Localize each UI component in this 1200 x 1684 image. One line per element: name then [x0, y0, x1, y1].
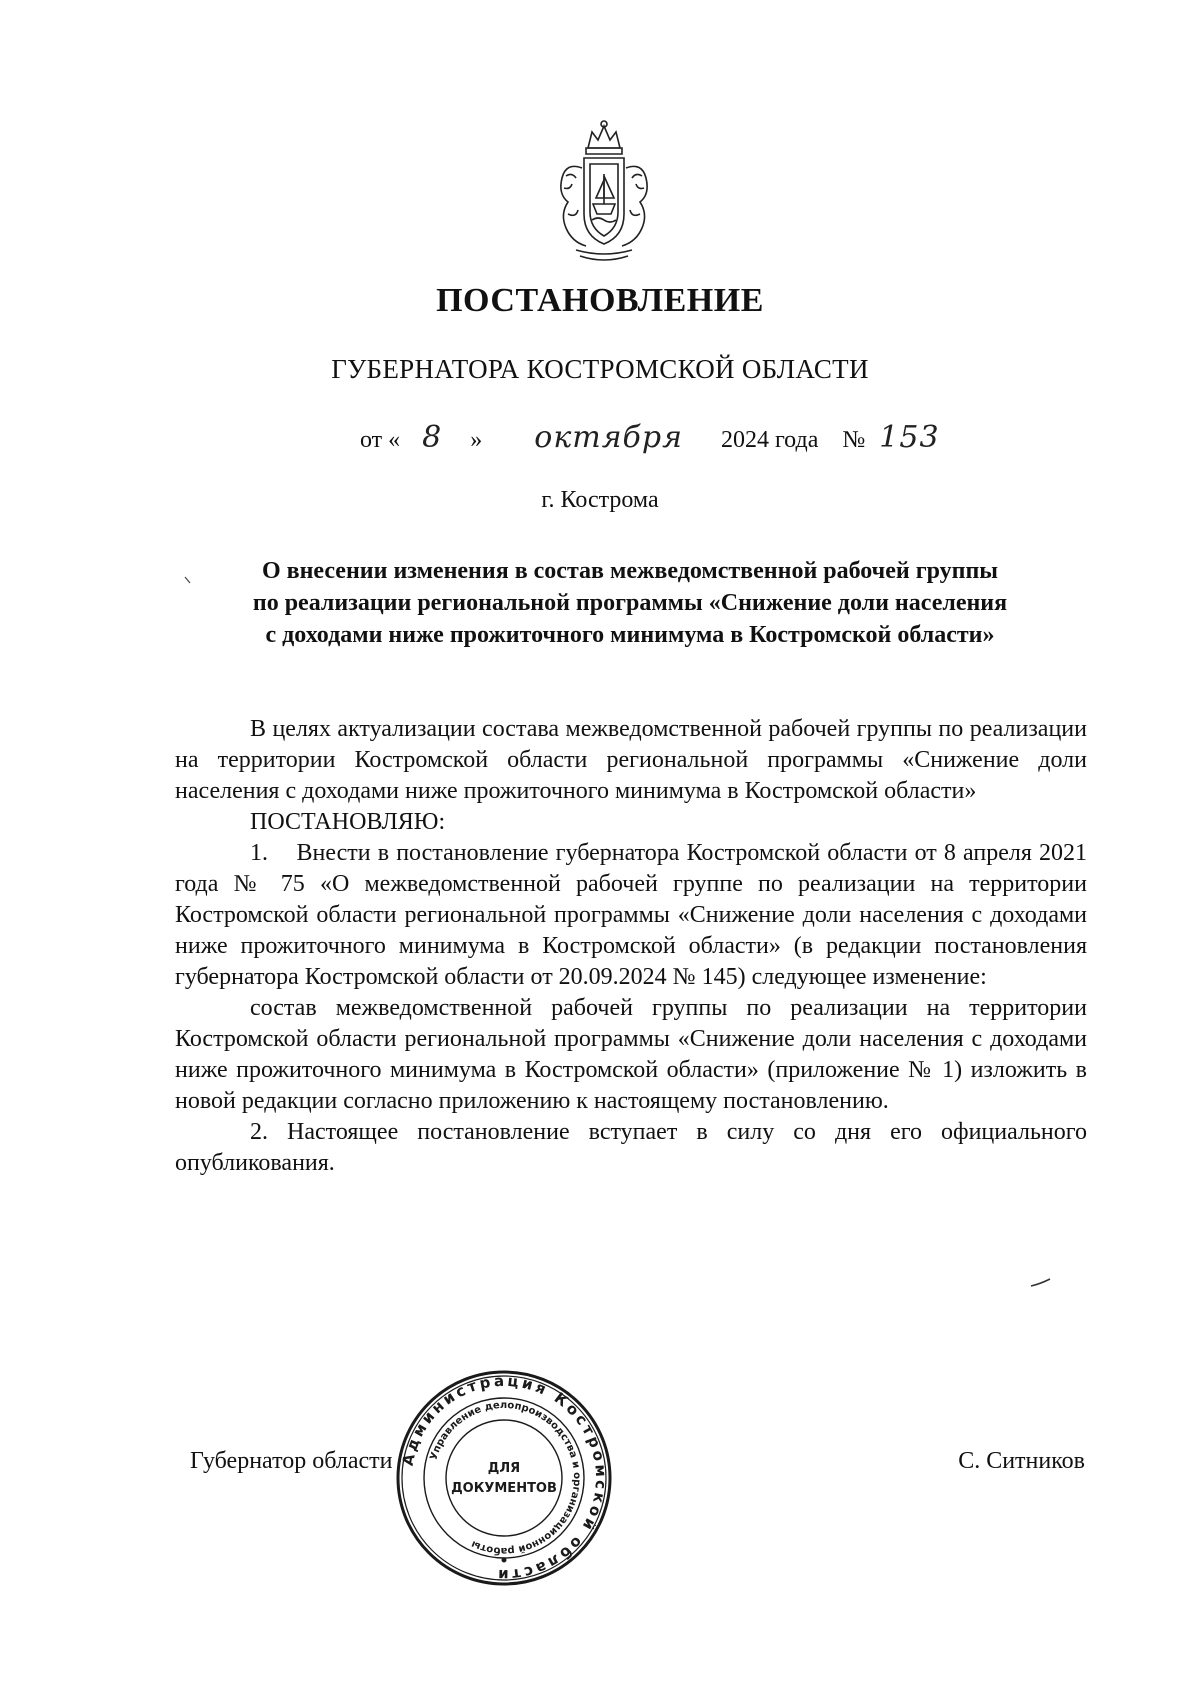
stamp-outer-text: Администрация Костромской области [398, 1371, 611, 1585]
date-close: » [470, 427, 483, 453]
svg-text:Управление делопроизводства и [428, 1400, 582, 1557]
heading-line: по реализации региональной программы «Снижение доли населения [252, 590, 1008, 616]
document-number-handwritten: 153 [879, 420, 940, 455]
document-title: ПОСТАНОВЛЕНИЕ [436, 282, 764, 319]
document-body [175, 714, 1087, 1179]
number-sign: № [842, 427, 866, 453]
body-paragraph: 1. Внести в постановление губернатора Костромской области от 8 апреля 2021 года № 75 «О межведомственной рабочей группе по реализации на территории Костромской области региональной программы «Снижение доли населения с доходами ниже прожиточного минимума в Костромской области» (в редакции постановления губернатора Костромской области от 20.09.2024 № 145) следующее изменение: [175, 840, 1087, 990]
date-year: 2024 года [720, 427, 819, 453]
signature-position: Губернатор области [190, 1448, 393, 1474]
stamp-inner-text: Управление делопроизводства и организационной работы [428, 1399, 583, 1557]
body-paragraph-resolve: ПОСТАНОВЛЯЮ: [250, 809, 446, 835]
date-month-handwritten: октября [534, 420, 683, 455]
document-issuer: ГУБЕРНАТОРА КОСТРОМСКОЙ ОБЛАСТИ [331, 354, 869, 384]
date-day-handwritten: 8 [422, 420, 443, 455]
pen-stroke-icon [1030, 1278, 1052, 1288]
date-prefix: от « [360, 427, 401, 453]
body-paragraph: В целях актуализации состава межведомственной рабочей группы по реализации на территории Костромской области региональной программы «Снижение доли населения с доходами ниже прожиточного минимума в Костромской области» [175, 716, 1087, 804]
official-stamp-icon [394, 1368, 614, 1588]
body-paragraph: 2. Настоящее постановление вступает в силу со дня его официального опубликования. [175, 1119, 1087, 1176]
body-paragraph: состав межведомственной рабочей группы по реализации на территории Костромской области региональной программы «Снижение доли населения с доходами ниже прожиточного минимума в Костромской области» (приложение № 1) изложить в новой редакции согласно приложению к настоящему постановлению. [175, 995, 1087, 1114]
document-city: г. Кострома [541, 487, 659, 513]
heading-line: О внесении изменения в состав межведомственной рабочей группы [261, 558, 999, 584]
signature-name: С. Ситников [958, 1448, 1085, 1474]
heading-line: с доходами ниже прожиточного минимума в Костромской области» [265, 622, 995, 648]
document-heading [170, 555, 1090, 651]
scan-speck-icon [184, 575, 194, 585]
stamp-center-line: ДОКУМЕНТОВ [451, 1481, 557, 1496]
stamp-center-line: ДЛЯ [487, 1461, 521, 1476]
document-date-line [360, 420, 940, 455]
coat-of-arms-icon [546, 118, 662, 266]
